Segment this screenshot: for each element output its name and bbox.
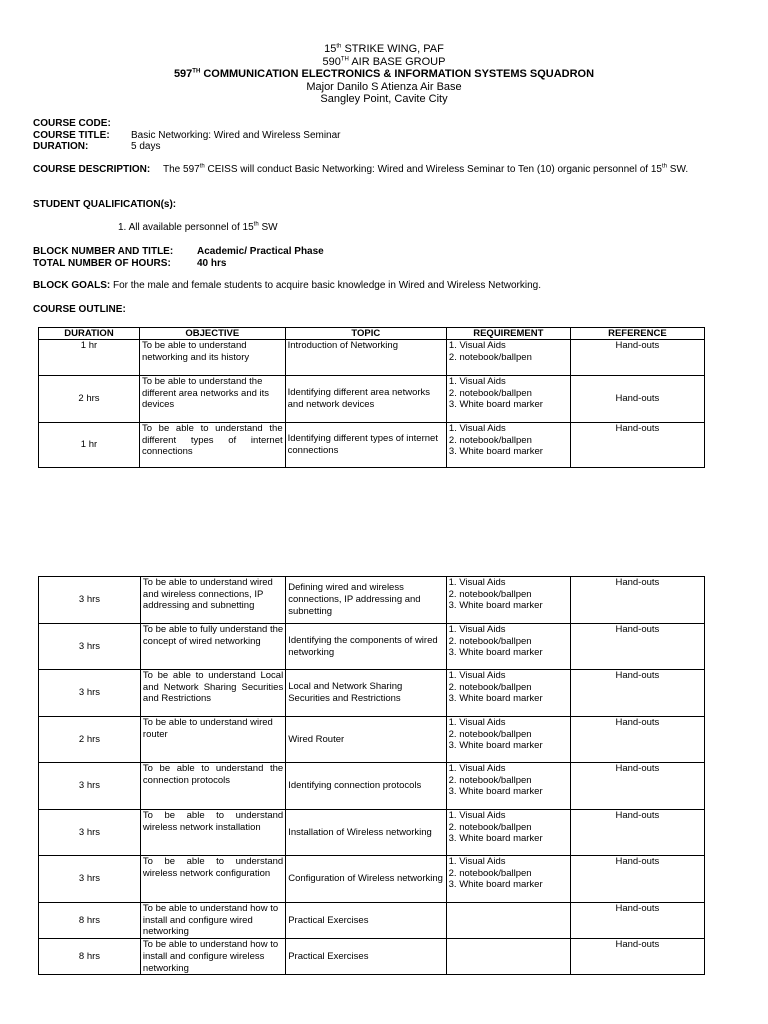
- cell-topic: Installation of Wireless networking: [286, 810, 446, 856]
- cell-topic: Identifying connection protocols: [286, 763, 446, 810]
- total-hours-value: 40 hrs: [197, 258, 227, 269]
- cell-duration: 3 hrs: [39, 763, 141, 810]
- cell-topic: Defining wired and wireless connections, IP addressing and subnetting: [286, 577, 446, 624]
- cell-duration: 3 hrs: [39, 810, 141, 856]
- cell-reference: Hand-outs: [570, 423, 704, 468]
- table-row: [39, 624, 705, 670]
- course-description: [33, 164, 688, 176]
- table-row: [39, 903, 705, 939]
- col-header-duration: DURATION: [39, 328, 140, 340]
- cell-topic: Identifying different types of internet connections: [285, 423, 446, 468]
- cell-requirement: [446, 939, 570, 975]
- course-outline-label: COURSE OUTLINE:: [33, 304, 126, 315]
- col-header-reference: REFERENCE: [570, 328, 704, 340]
- block-number-label: BLOCK NUMBER AND TITLE:: [33, 246, 174, 257]
- cell-duration: 3 hrs: [39, 624, 141, 670]
- cell-requirement: 1. Visual Aids 2. notebook/ballpen 3. White board marker: [446, 670, 570, 717]
- cell-topic: Identifying the components of wired networking: [286, 624, 446, 670]
- cell-objective: To be able to understand wireless network installation: [140, 810, 285, 856]
- table-row: [39, 577, 705, 624]
- col-header-requirement: REQUIREMENT: [446, 328, 570, 340]
- cell-objective: To be able to understand networking and its history: [139, 340, 285, 376]
- qualification-item: 1. All available personnel of 15th SW: [118, 221, 278, 233]
- table-row: [39, 670, 705, 717]
- cell-objective: To be able to understand Local and Network Sharing Securities and Restrictions: [140, 670, 285, 717]
- cell-objective: To be able to understand the different types of internet connections: [139, 423, 285, 468]
- cell-duration: 1 hr: [39, 340, 140, 376]
- cell-reference: Hand-outs: [570, 670, 704, 717]
- course-outline-table-2: [38, 576, 705, 975]
- col-header-objective: OBJECTIVE: [139, 328, 285, 340]
- header-line-air-base: Major Danilo S Atienza Air Base: [306, 80, 462, 93]
- table-row: [39, 423, 705, 468]
- table-row: [39, 717, 705, 763]
- table-row: [39, 856, 705, 903]
- cell-duration: 8 hrs: [39, 903, 141, 939]
- table-row: [39, 340, 705, 376]
- cell-duration: 8 hrs: [39, 939, 141, 975]
- cell-duration: 3 hrs: [39, 577, 141, 624]
- cell-requirement: 1. Visual Aids 2. notebook/ballpen 3. White board marker: [446, 376, 570, 423]
- student-qualification-label: STUDENT QUALIFICATION(s):: [33, 199, 177, 210]
- cell-topic: Wired Router: [286, 717, 446, 763]
- cell-topic: Practical Exercises: [286, 903, 446, 939]
- cell-topic: Introduction of Networking: [285, 340, 446, 376]
- cell-topic: Configuration of Wireless networking: [286, 856, 446, 903]
- cell-reference: Hand-outs: [570, 624, 704, 670]
- cell-requirement: 1. Visual Aids 2. notebook/ballpen 3. White board marker: [446, 810, 570, 856]
- course-code-label: COURSE CODE:: [33, 118, 111, 129]
- cell-topic: Practical Exercises: [286, 939, 446, 975]
- cell-objective: To be able to fully understand the concept of wired networking: [140, 624, 285, 670]
- table-row: [39, 810, 705, 856]
- cell-reference: Hand-outs: [570, 856, 704, 903]
- table-header-row: [39, 328, 705, 340]
- cell-requirement: 1. Visual Aids 2. notebook/ballpen 3. White board marker: [446, 717, 570, 763]
- cell-objective: To be able to understand how to install and configure wired networking: [140, 903, 285, 939]
- cell-reference: Hand-outs: [570, 717, 704, 763]
- duration-label: DURATION:: [33, 141, 89, 152]
- cell-objective: To be able to understand wireless network configuration: [140, 856, 285, 903]
- cell-requirement: 1. Visual Aids 2. notebook/ballpen 3. White board marker: [446, 624, 570, 670]
- cell-duration: 2 hrs: [39, 717, 141, 763]
- cell-requirement: 1. Visual Aids 2. notebook/ballpen 3. White board marker: [446, 577, 570, 624]
- cell-reference: Hand-outs: [570, 763, 704, 810]
- header-line-strike-wing: 15th STRIKE WING, PAF: [324, 43, 444, 55]
- cell-requirement: 1. Visual Aids 2. notebook/ballpen 3. White board marker: [446, 423, 570, 468]
- table-row: [39, 376, 705, 423]
- cell-objective: To be able to understand the different area networks and its devices: [139, 376, 285, 423]
- cell-requirement: 1. Visual Aids 2. notebook/ballpen 3. White board marker: [446, 763, 570, 810]
- cell-objective: To be able to understand wired and wireless connections, IP addressing and subnetting: [140, 577, 285, 624]
- course-title-value: Basic Networking: Wired and Wireless Seminar: [131, 130, 341, 141]
- cell-topic: Local and Network Sharing Securities and Restrictions: [286, 670, 446, 717]
- cell-duration: 1 hr: [39, 423, 140, 468]
- cell-requirement: 1. Visual Aids 2. notebook/ballpen 3. White board marker: [446, 856, 570, 903]
- cell-topic: Identifying different area networks and network devices: [285, 376, 446, 423]
- course-description-label: COURSE DESCRIPTION:: [33, 164, 151, 175]
- header-line-air-base-group: 590TH AIR BASE GROUP: [322, 55, 446, 68]
- col-header-topic: TOPIC: [285, 328, 446, 340]
- block-goals: [33, 280, 541, 292]
- duration-value: 5 days: [131, 141, 161, 152]
- cell-reference: Hand-outs: [570, 577, 704, 624]
- block-number-value: Academic/ Practical Phase: [197, 246, 324, 257]
- course-outline-table-1: [38, 327, 705, 468]
- course-title-label: COURSE TITLE:: [33, 130, 110, 141]
- cell-objective: To be able to understand how to install and configure wireless networking: [140, 939, 285, 975]
- cell-reference: Hand-outs: [570, 376, 704, 423]
- cell-objective: To be able to understand wired router: [140, 717, 285, 763]
- cell-reference: Hand-outs: [570, 810, 704, 856]
- table-row: [39, 763, 705, 810]
- cell-reference: Hand-outs: [570, 340, 704, 376]
- cell-duration: 2 hrs: [39, 376, 140, 423]
- cell-objective: To be able to understand the connection protocols: [140, 763, 285, 810]
- header-line-location: Sangley Point, Cavite City: [320, 93, 448, 105]
- cell-reference: Hand-outs: [570, 939, 704, 975]
- cell-reference: Hand-outs: [570, 903, 704, 939]
- total-hours-label: TOTAL NUMBER OF HOURS:: [33, 258, 171, 269]
- course-description-text: The 597th CEISS will conduct Basic Networking: Wired and Wireless Seminar to Ten (10) organic personnel of 15th SW.: [163, 163, 689, 175]
- header-line-squadron: 597TH COMMUNICATION ELECTRONICS & INFORMATION SYSTEMS SQUADRON: [173, 68, 595, 80]
- table-row: [39, 939, 705, 975]
- document-header: [0, 43, 768, 106]
- cell-duration: 3 hrs: [39, 670, 141, 717]
- block-goals-text: For the male and female students to acquire basic knowledge in Wired and Wireless Networking.: [113, 280, 541, 291]
- cell-requirement: 1. Visual Aids 2. notebook/ballpen: [446, 340, 570, 376]
- cell-requirement: [446, 903, 570, 939]
- cell-duration: 3 hrs: [39, 856, 141, 903]
- block-goals-label: BLOCK GOALS:: [33, 280, 111, 291]
